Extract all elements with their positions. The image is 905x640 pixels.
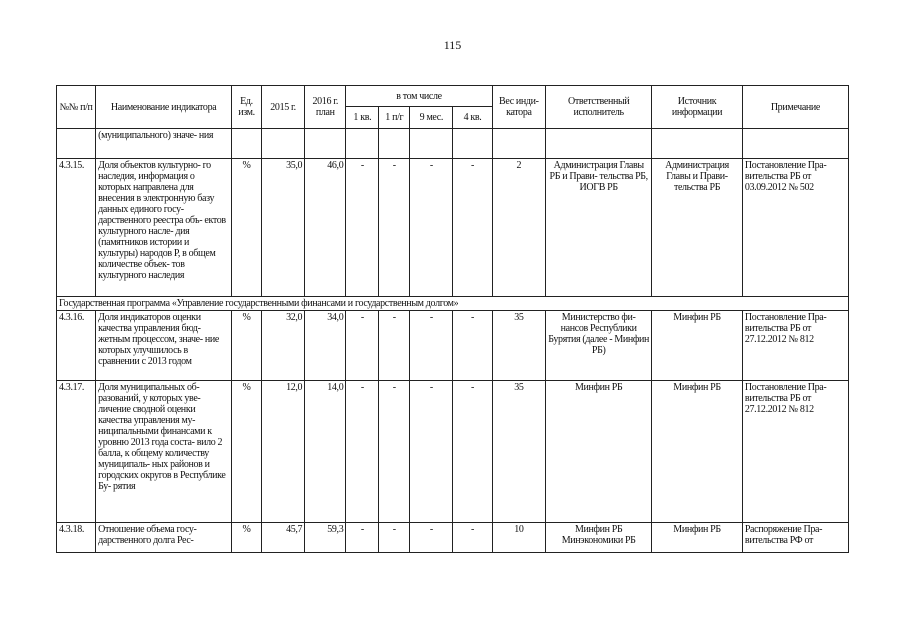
cell-name: Отношение объема госу- дарственного долга Рес- [96,523,232,553]
cell-q1: - [346,381,379,523]
cell-h1: - [379,381,410,523]
cell-unit: % [232,523,262,553]
cell-source: Минфин РБ [652,381,743,523]
header-num: №№ п/п [57,86,96,129]
cell-q1: - [346,311,379,381]
cell-source: Минфин РБ [652,523,743,553]
table-row [57,311,849,381]
cell-note: Постановление Пра- вительства РБ от 03.09.2012 № 502 [742,159,848,297]
cell-source: Администрация Главы и Прави- тельства РБ [652,159,743,297]
cell-2015: 45,7 [261,523,304,553]
section-row [57,297,849,311]
cell-responsible: Минфин РБ Минэкономики РБ [546,523,652,553]
table-row [57,159,849,297]
cell-note: Постановление Пра- вительства РБ от 27.12.2012 № 812 [742,381,848,523]
header-2016-plan: 2016 г. план [305,86,346,129]
cell-name: Доля объектов культурно- го наследия, информация о которых направлена для внесения в электронную базу данных единого госу- дарственного реестра объ- ектов культурного насле- дия (памятников истории и культуры) народов Р, в общем количестве объек- тов культурного наследия [96,159,232,297]
header-note: Примечание [742,86,848,129]
cell-name: Доля индикаторов оценки качества управления бюд- жетным процессом, значе- ние которых улучшилось в сравнении с 2013 годом [96,311,232,381]
header-q4: 4 кв. [453,107,492,129]
indicators-table [56,85,849,553]
cell-9m: - [410,311,453,381]
cell-q4: - [453,159,492,297]
header-unit: Ед. изм. [232,86,262,129]
cell-num: 4.3.16. [57,311,96,381]
cell-9m: - [410,523,453,553]
cell-note: Распоряжение Пра- вительства РФ от [742,523,848,553]
table-row-continuation [57,129,849,159]
header-source: Источник информации [652,86,743,129]
header-weight: Вес инди- катора [492,86,546,129]
cell-2015: 32,0 [261,311,304,381]
cell-weight: 35 [492,311,546,381]
cell-note: Постановление Пра- вительства РБ от 27.12.2012 № 812 [742,311,848,381]
cell-empty [57,129,96,159]
cell-2016: 14,0 [305,381,346,523]
header-2015: 2015 г. [261,86,304,129]
cell-q4: - [453,523,492,553]
cell-unit: % [232,311,262,381]
cell-q4: - [453,311,492,381]
cell-q1: - [346,523,379,553]
cell-weight: 35 [492,381,546,523]
cell-h1: - [379,523,410,553]
cell-2016: 46,0 [305,159,346,297]
cell-num: 4.3.17. [57,381,96,523]
cell-q4: - [453,381,492,523]
header-q1: 1 кв. [346,107,379,129]
cell-weight: 2 [492,159,546,297]
cell-weight: 10 [492,523,546,553]
cell-source: Минфин РБ [652,311,743,381]
cell-responsible: Администрация Главы РБ и Прави- тельства РБ, ИОГВ РБ [546,159,652,297]
header-h1: 1 п/г [379,107,410,129]
cell-2016: 34,0 [305,311,346,381]
cell-responsible: Минфин РБ [546,381,652,523]
cell-unit: % [232,381,262,523]
table-row [57,381,849,523]
header-name: Наименование индикатора [96,86,232,129]
cell-unit: % [232,159,262,297]
page-number: 115 [443,38,462,52]
cell-responsible: Министерство фи- нансов Республики Бурятия (далее - Минфин РБ) [546,311,652,381]
cell-2016: 59,3 [305,523,346,553]
section-title: Государственная программа «Управление государственными финансами и государственным долгом» [57,297,849,311]
cell-9m: - [410,159,453,297]
cell-num: 4.3.15. [57,159,96,297]
cell-q1: - [346,159,379,297]
cell-name: (муниципального) значе- ния [96,129,232,159]
cell-h1: - [379,159,410,297]
header-responsible: Ответственный исполнитель [546,86,652,129]
cell-name: Доля муниципальных об- разований, у которых уве- личение сводной оценки качества управления му- ниципальными финансами к уровню 2013 года соста- вило 2 балла, к общему количеству муниципаль- ных районов и городских округов в Республике Бу- рятия [96,381,232,523]
cell-num: 4.3.18. [57,523,96,553]
cell-h1: - [379,311,410,381]
header-row-1 [57,86,849,107]
cell-2015: 35,0 [261,159,304,297]
table-row [57,523,849,553]
cell-2015: 12,0 [261,381,304,523]
header-including: в том числе [346,86,492,107]
header-9m: 9 мес. [410,107,453,129]
cell-9m: - [410,381,453,523]
